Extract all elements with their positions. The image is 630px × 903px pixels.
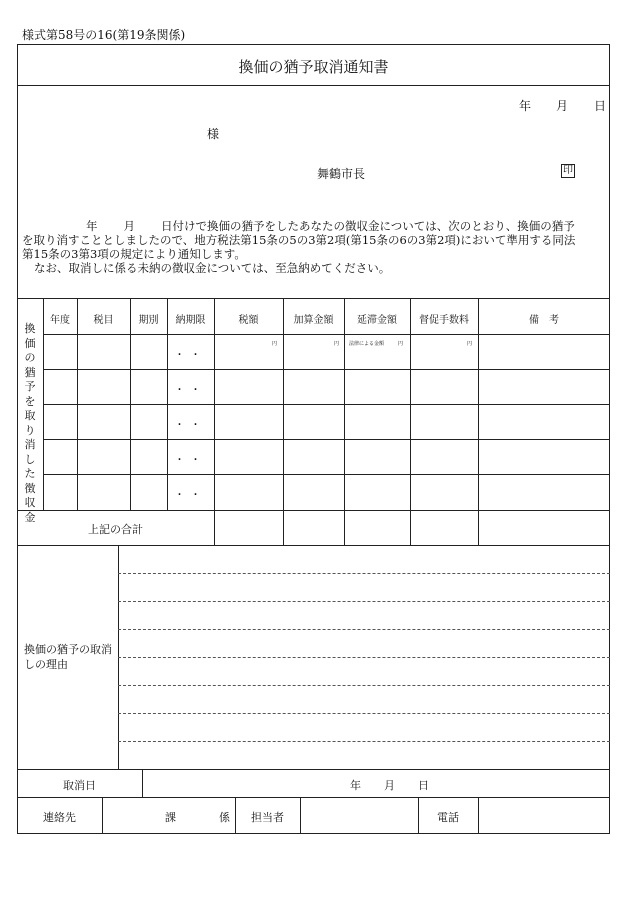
section-label-char: 収 — [24, 496, 36, 509]
notice-body — [22, 219, 608, 275]
divider — [43, 474, 610, 475]
col-header-delinquency-amount: 延滞金額 — [357, 315, 397, 326]
cancel-date-month: 月 — [384, 779, 395, 792]
divider — [344, 298, 345, 545]
col-header-demand-fee: 督促手数料 — [419, 315, 469, 326]
body-line-1: 日付けで換価の猶予をしたあなたの徴収金については、次のとおり、換価の猶予 — [161, 219, 575, 233]
unit-yen: 円 — [467, 341, 473, 347]
divider — [478, 298, 479, 545]
col-header-tax-item: 税目 — [93, 315, 114, 326]
legal-note: 法律による金額 — [349, 341, 385, 347]
seal-mark: 印 — [563, 165, 573, 176]
due-date-dots: ・・ — [174, 420, 207, 431]
divider — [102, 797, 103, 834]
reason-label: 換価の猶予の取消しの理由 — [24, 643, 112, 671]
divider — [142, 769, 143, 797]
divider — [17, 298, 610, 299]
section-label-char: 徴 — [24, 481, 36, 495]
addressee-suffix: 様 — [207, 127, 220, 141]
body-line-4: なお、取消しに係る未納の徴収金については、至急納めてください。 — [34, 261, 391, 275]
unit-yen: 円 — [398, 341, 404, 347]
section-label-char: を — [24, 394, 36, 408]
divider — [43, 298, 44, 510]
section-label-char: た — [24, 467, 36, 480]
due-date-dots: ・・ — [174, 350, 207, 361]
section-label-char: 予 — [24, 380, 36, 393]
dashed-line — [118, 573, 610, 574]
unit-yen: 円 — [334, 341, 340, 347]
due-date-dots: ・・ — [174, 455, 207, 466]
col-header-year: 年度 — [50, 315, 70, 326]
col-header-remarks: 備 考 — [529, 315, 559, 326]
divider — [130, 298, 131, 510]
contact-subsection: 係 — [219, 811, 230, 824]
dashed-line — [118, 601, 610, 602]
dashed-line — [118, 629, 610, 630]
divider — [167, 298, 168, 510]
section-label-char: 消 — [24, 438, 36, 451]
body-line-2: を取り消すこととしましたので、地方税法第15条の5の3第2項(第15条の6の3第2項)において準用する同法 — [22, 233, 576, 247]
date-month: 月 — [556, 99, 569, 113]
section-label-char: り — [24, 423, 36, 437]
divider — [410, 298, 411, 545]
divider — [17, 797, 610, 798]
document-title: 換価の猶予取消通知書 — [238, 58, 389, 76]
section-label-vertical — [20, 322, 40, 525]
divider — [214, 298, 215, 545]
section-label-char: 取 — [24, 409, 36, 422]
divider — [43, 439, 610, 440]
date-year: 年 — [519, 99, 532, 113]
divider — [17, 545, 610, 546]
col-header-additional-amount: 加算金額 — [293, 315, 334, 326]
body-year: 年 — [86, 219, 98, 233]
cancel-date-label: 取消日 — [63, 779, 96, 792]
section-label-char: 換 — [24, 322, 36, 335]
dashed-line — [118, 657, 610, 658]
form-number-label: 様式第58号の16(第19条関係) — [22, 28, 186, 42]
divider — [17, 769, 610, 770]
contact-person-label: 担当者 — [251, 811, 284, 824]
cancel-date-year: 年 — [350, 779, 361, 792]
divider — [300, 797, 301, 834]
divider — [17, 85, 610, 86]
due-date-dots: ・・ — [174, 385, 207, 396]
section-label-char: 金 — [24, 510, 36, 524]
total-label: 上記の合計 — [88, 523, 143, 536]
divider — [43, 404, 610, 405]
dashed-line — [118, 713, 610, 714]
divider — [283, 298, 284, 545]
section-label-char: 猶 — [24, 365, 36, 379]
col-header-period: 期別 — [138, 315, 159, 326]
divider — [77, 298, 78, 510]
section-label-char: し — [24, 452, 36, 466]
date-day: 日 — [594, 99, 607, 113]
col-header-due-date: 納期限 — [175, 315, 206, 326]
divider — [17, 510, 610, 511]
cancel-date-day: 日 — [418, 779, 429, 792]
divider — [478, 797, 479, 834]
divider — [43, 369, 610, 370]
section-label-char: 価 — [24, 336, 36, 350]
dashed-line — [118, 741, 610, 742]
section-label-char: の — [24, 351, 36, 364]
divider — [43, 334, 610, 335]
col-header-tax-amount: 税額 — [238, 315, 259, 326]
issuer-name: 舞鶴市長 — [317, 167, 366, 181]
body-month: 月 — [123, 219, 135, 233]
unit-yen: 円 — [272, 341, 278, 347]
contact-phone-label: 電話 — [437, 811, 459, 824]
dashed-line — [118, 685, 610, 686]
body-line-3: 第15条の3第3項の規定により通知します。 — [22, 247, 246, 261]
due-date-dots: ・・ — [174, 490, 207, 501]
contact-label: 連絡先 — [43, 811, 76, 824]
contact-section: 課 — [165, 811, 176, 824]
